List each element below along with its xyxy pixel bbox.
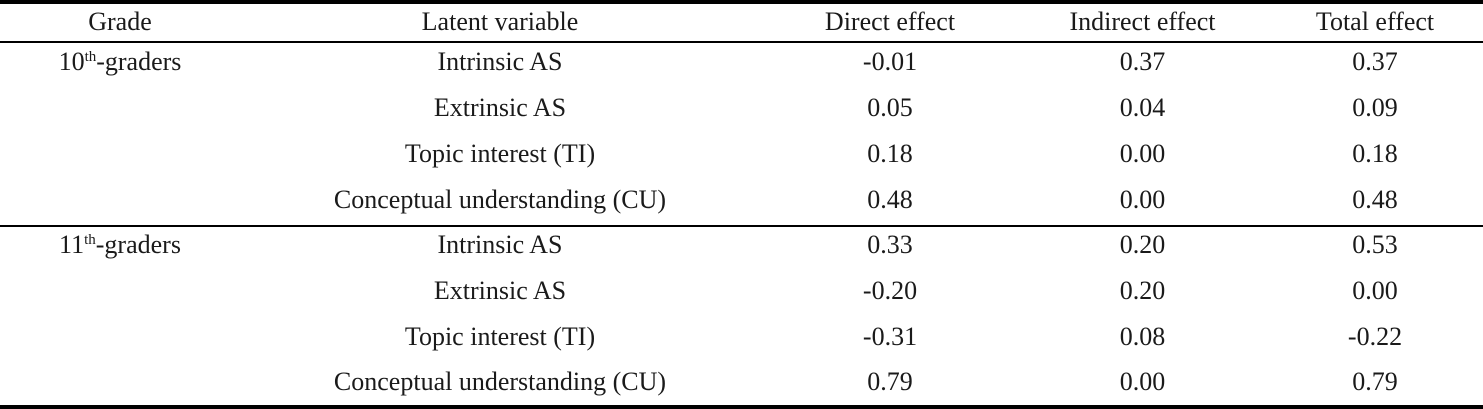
latent-variable-cell: Conceptual understanding (CU) bbox=[333, 367, 667, 396]
direct-effect-cell: 0.79 bbox=[867, 367, 913, 396]
latent-variable-cell: Intrinsic AS bbox=[437, 47, 563, 76]
table-row bbox=[0, 39, 1483, 85]
indirect-effect-cell: 0.04 bbox=[1119, 93, 1166, 122]
grade-number: 10 bbox=[58, 47, 85, 76]
total-effect-cell: 0.00 bbox=[1352, 276, 1398, 305]
direct-effect-cell: -0.01 bbox=[862, 47, 918, 76]
grade-label bbox=[0, 222, 240, 268]
total-effect-cell: 0.53 bbox=[1352, 230, 1398, 259]
direct-effect-cell: 0.18 bbox=[867, 139, 913, 168]
total-effect-cell: 0.48 bbox=[1352, 185, 1398, 214]
table-row bbox=[0, 85, 1483, 131]
table-row bbox=[0, 131, 1483, 177]
header-total-effect: Total effect bbox=[1315, 7, 1435, 36]
latent-variable-cell: Topic interest (TI) bbox=[404, 139, 596, 168]
table-row bbox=[0, 359, 1483, 405]
header-indirect-effect: Indirect effect bbox=[1069, 7, 1216, 36]
indirect-effect-cell: 0.08 bbox=[1119, 322, 1166, 351]
header-grade: Grade bbox=[88, 7, 152, 36]
direct-effect-cell: -0.20 bbox=[862, 276, 918, 305]
table-row bbox=[0, 222, 1483, 268]
direct-effect-cell: 0.33 bbox=[867, 230, 913, 259]
table-header-row bbox=[0, 0, 1483, 43]
total-effect-cell: -0.22 bbox=[1347, 322, 1403, 351]
grade-number: 11 bbox=[59, 230, 85, 259]
latent-variable-cell: Topic interest (TI) bbox=[404, 322, 596, 351]
grade-word: -graders bbox=[96, 47, 182, 76]
latent-variable-cell: Extrinsic AS bbox=[433, 276, 567, 305]
total-effect-cell: 0.79 bbox=[1352, 367, 1398, 396]
grade-ordinal-suffix: th bbox=[84, 49, 97, 65]
table-row bbox=[0, 177, 1483, 223]
indirect-effect-cell: 0.37 bbox=[1119, 47, 1166, 76]
grade-word: -graders bbox=[95, 230, 181, 259]
latent-variable-cell: Extrinsic AS bbox=[433, 93, 567, 122]
indirect-effect-cell: 0.20 bbox=[1119, 230, 1166, 259]
direct-effect-cell: -0.31 bbox=[862, 322, 918, 351]
total-effect-cell: 0.09 bbox=[1352, 93, 1398, 122]
indirect-effect-cell: 0.00 bbox=[1119, 185, 1166, 214]
indirect-effect-cell: 0.00 bbox=[1119, 139, 1166, 168]
table-row bbox=[0, 314, 1483, 360]
direct-effect-cell: 0.05 bbox=[867, 93, 913, 122]
table-bottom-rule bbox=[0, 405, 1483, 409]
grade-label bbox=[0, 39, 240, 85]
header-latent-variable: Latent variable bbox=[421, 7, 579, 36]
latent-variable-cell: Intrinsic AS bbox=[437, 230, 563, 259]
latent-variable-cell: Conceptual understanding (CU) bbox=[333, 185, 667, 214]
total-effect-cell: 0.18 bbox=[1352, 139, 1398, 168]
indirect-effect-cell: 0.20 bbox=[1119, 276, 1166, 305]
indirect-effect-cell: 0.00 bbox=[1119, 367, 1166, 396]
total-effect-cell: 0.37 bbox=[1352, 47, 1398, 76]
direct-effect-cell: 0.48 bbox=[867, 185, 913, 214]
header-direct-effect: Direct effect bbox=[824, 7, 956, 36]
grade-ordinal-suffix: th bbox=[84, 232, 96, 248]
table-row bbox=[0, 268, 1483, 314]
